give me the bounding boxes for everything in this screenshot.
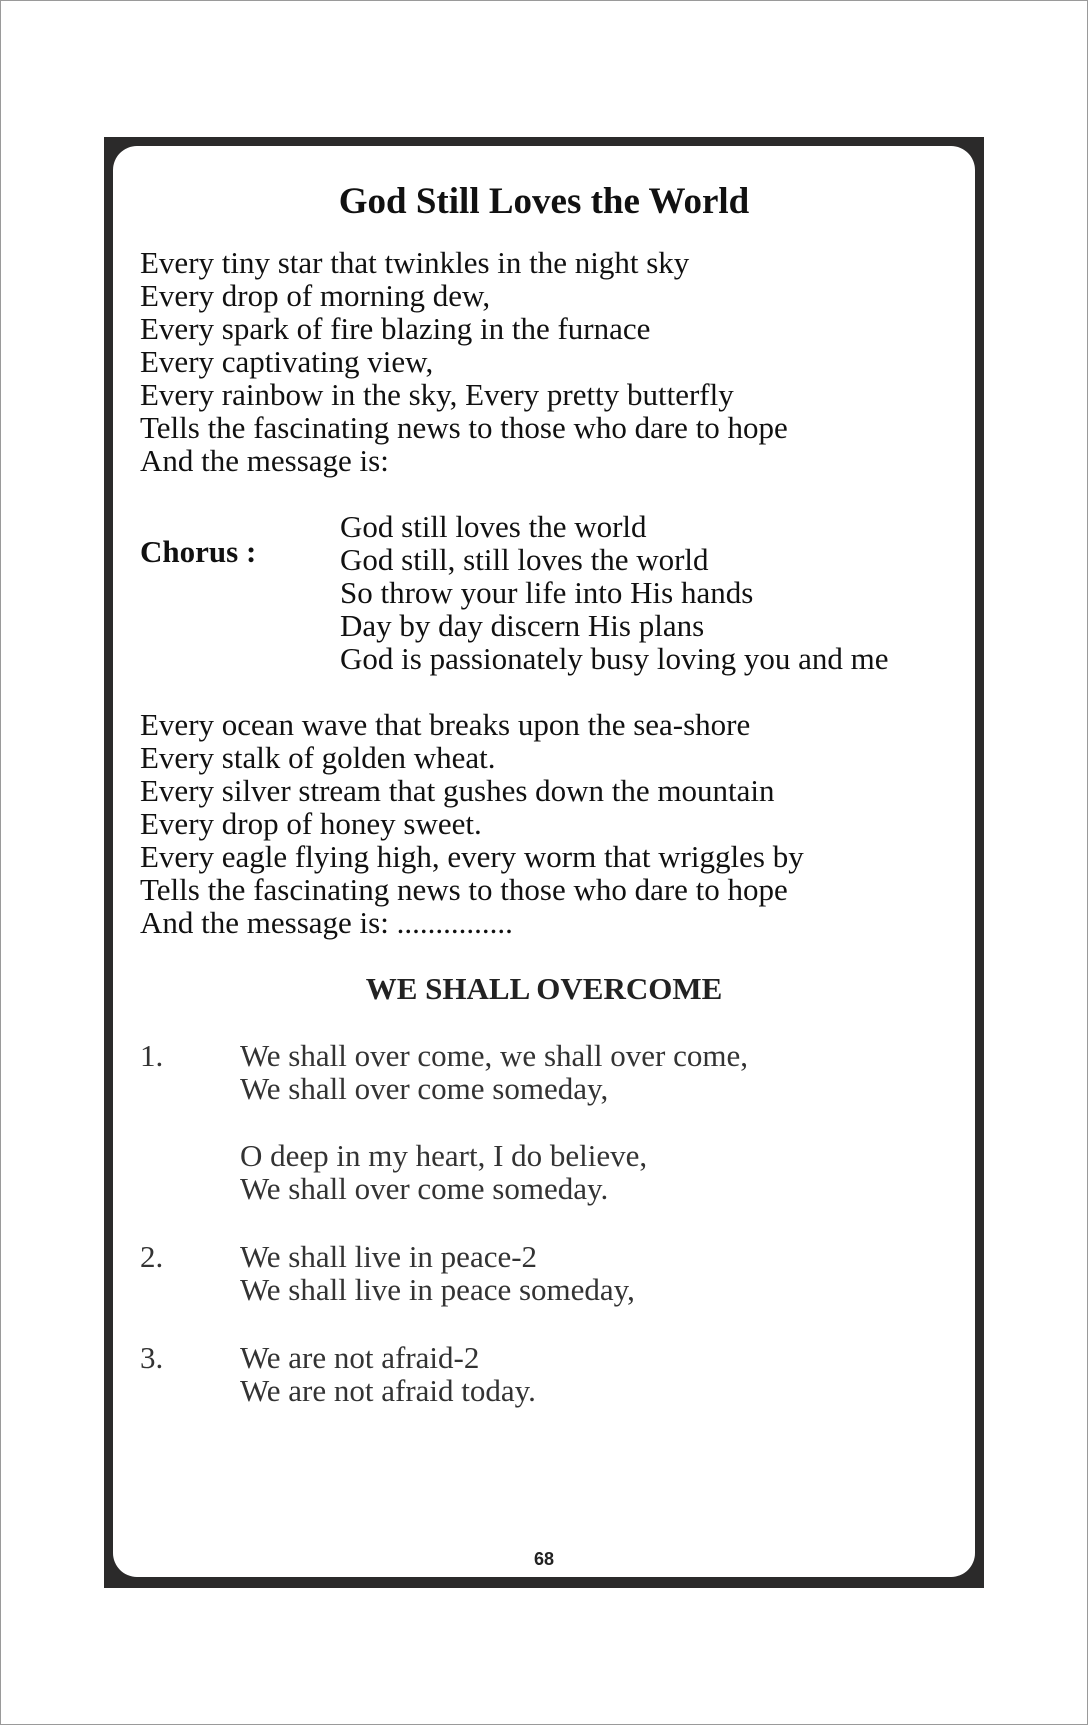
verse-line: Tells the fascinating news to those who dare to hope — [140, 872, 788, 907]
verse-line: Every spark of fire blazing in the furnace — [140, 311, 651, 346]
chorus-line: Day by day discern His plans — [340, 608, 705, 643]
verse-number: 2. — [140, 1239, 164, 1274]
verse-line: And the message is: ............... — [140, 905, 513, 940]
song-title: WE SHALL OVERCOME — [365, 971, 723, 1006]
verse-line: Every silver stream that gushes down the mountain — [140, 773, 775, 808]
verse-line: Every tiny star that twinkles in the night sky — [140, 245, 690, 280]
verse-line: And the message is: — [140, 443, 389, 478]
verse-line: Tells the fascinating news to those who dare to hope — [140, 410, 788, 445]
verse-line: We shall over come someday. — [240, 1171, 609, 1206]
song-title: God Still Loves the World — [338, 181, 750, 222]
chorus-line: God still, still loves the world — [340, 542, 709, 577]
verse-line: Every rainbow in the sky, Every pretty butterfly — [140, 377, 734, 412]
page-card — [113, 146, 975, 1577]
chorus-line: God still loves the world — [340, 509, 647, 544]
verse-line: Every drop of morning dew, — [140, 278, 491, 313]
verse-line: O deep in my heart, I do believe, — [240, 1138, 648, 1173]
verse-line: We shall over come, we shall over come, — [240, 1038, 748, 1073]
verse-line: Every eagle flying high, every worm that wriggles by — [140, 839, 804, 874]
verse-line: We shall over come someday, — [240, 1071, 609, 1106]
verse-line: We are not afraid today. — [240, 1373, 536, 1408]
verse-line: Every stalk of golden wheat. — [140, 740, 496, 775]
page-frame — [104, 137, 984, 1588]
verse-line: Every captivating view, — [140, 344, 434, 379]
chorus-label: Chorus : — [140, 534, 257, 569]
verse-line: Every drop of honey sweet. — [140, 806, 482, 841]
verse-line: We shall live in peace-2 — [240, 1239, 538, 1274]
chorus-line: So throw your life into His hands — [340, 575, 754, 610]
chorus-line: God is passionately busy loving you and me — [340, 641, 889, 676]
page-number: 68 — [533, 1549, 555, 1569]
verse-line: We shall live in peace someday, — [240, 1272, 635, 1307]
verse-number: 1. — [140, 1038, 164, 1073]
verse-line: Every ocean wave that breaks upon the sea-shore — [140, 707, 751, 742]
verse-number: 3. — [140, 1340, 164, 1375]
verse-line: We are not afraid-2 — [240, 1340, 480, 1375]
